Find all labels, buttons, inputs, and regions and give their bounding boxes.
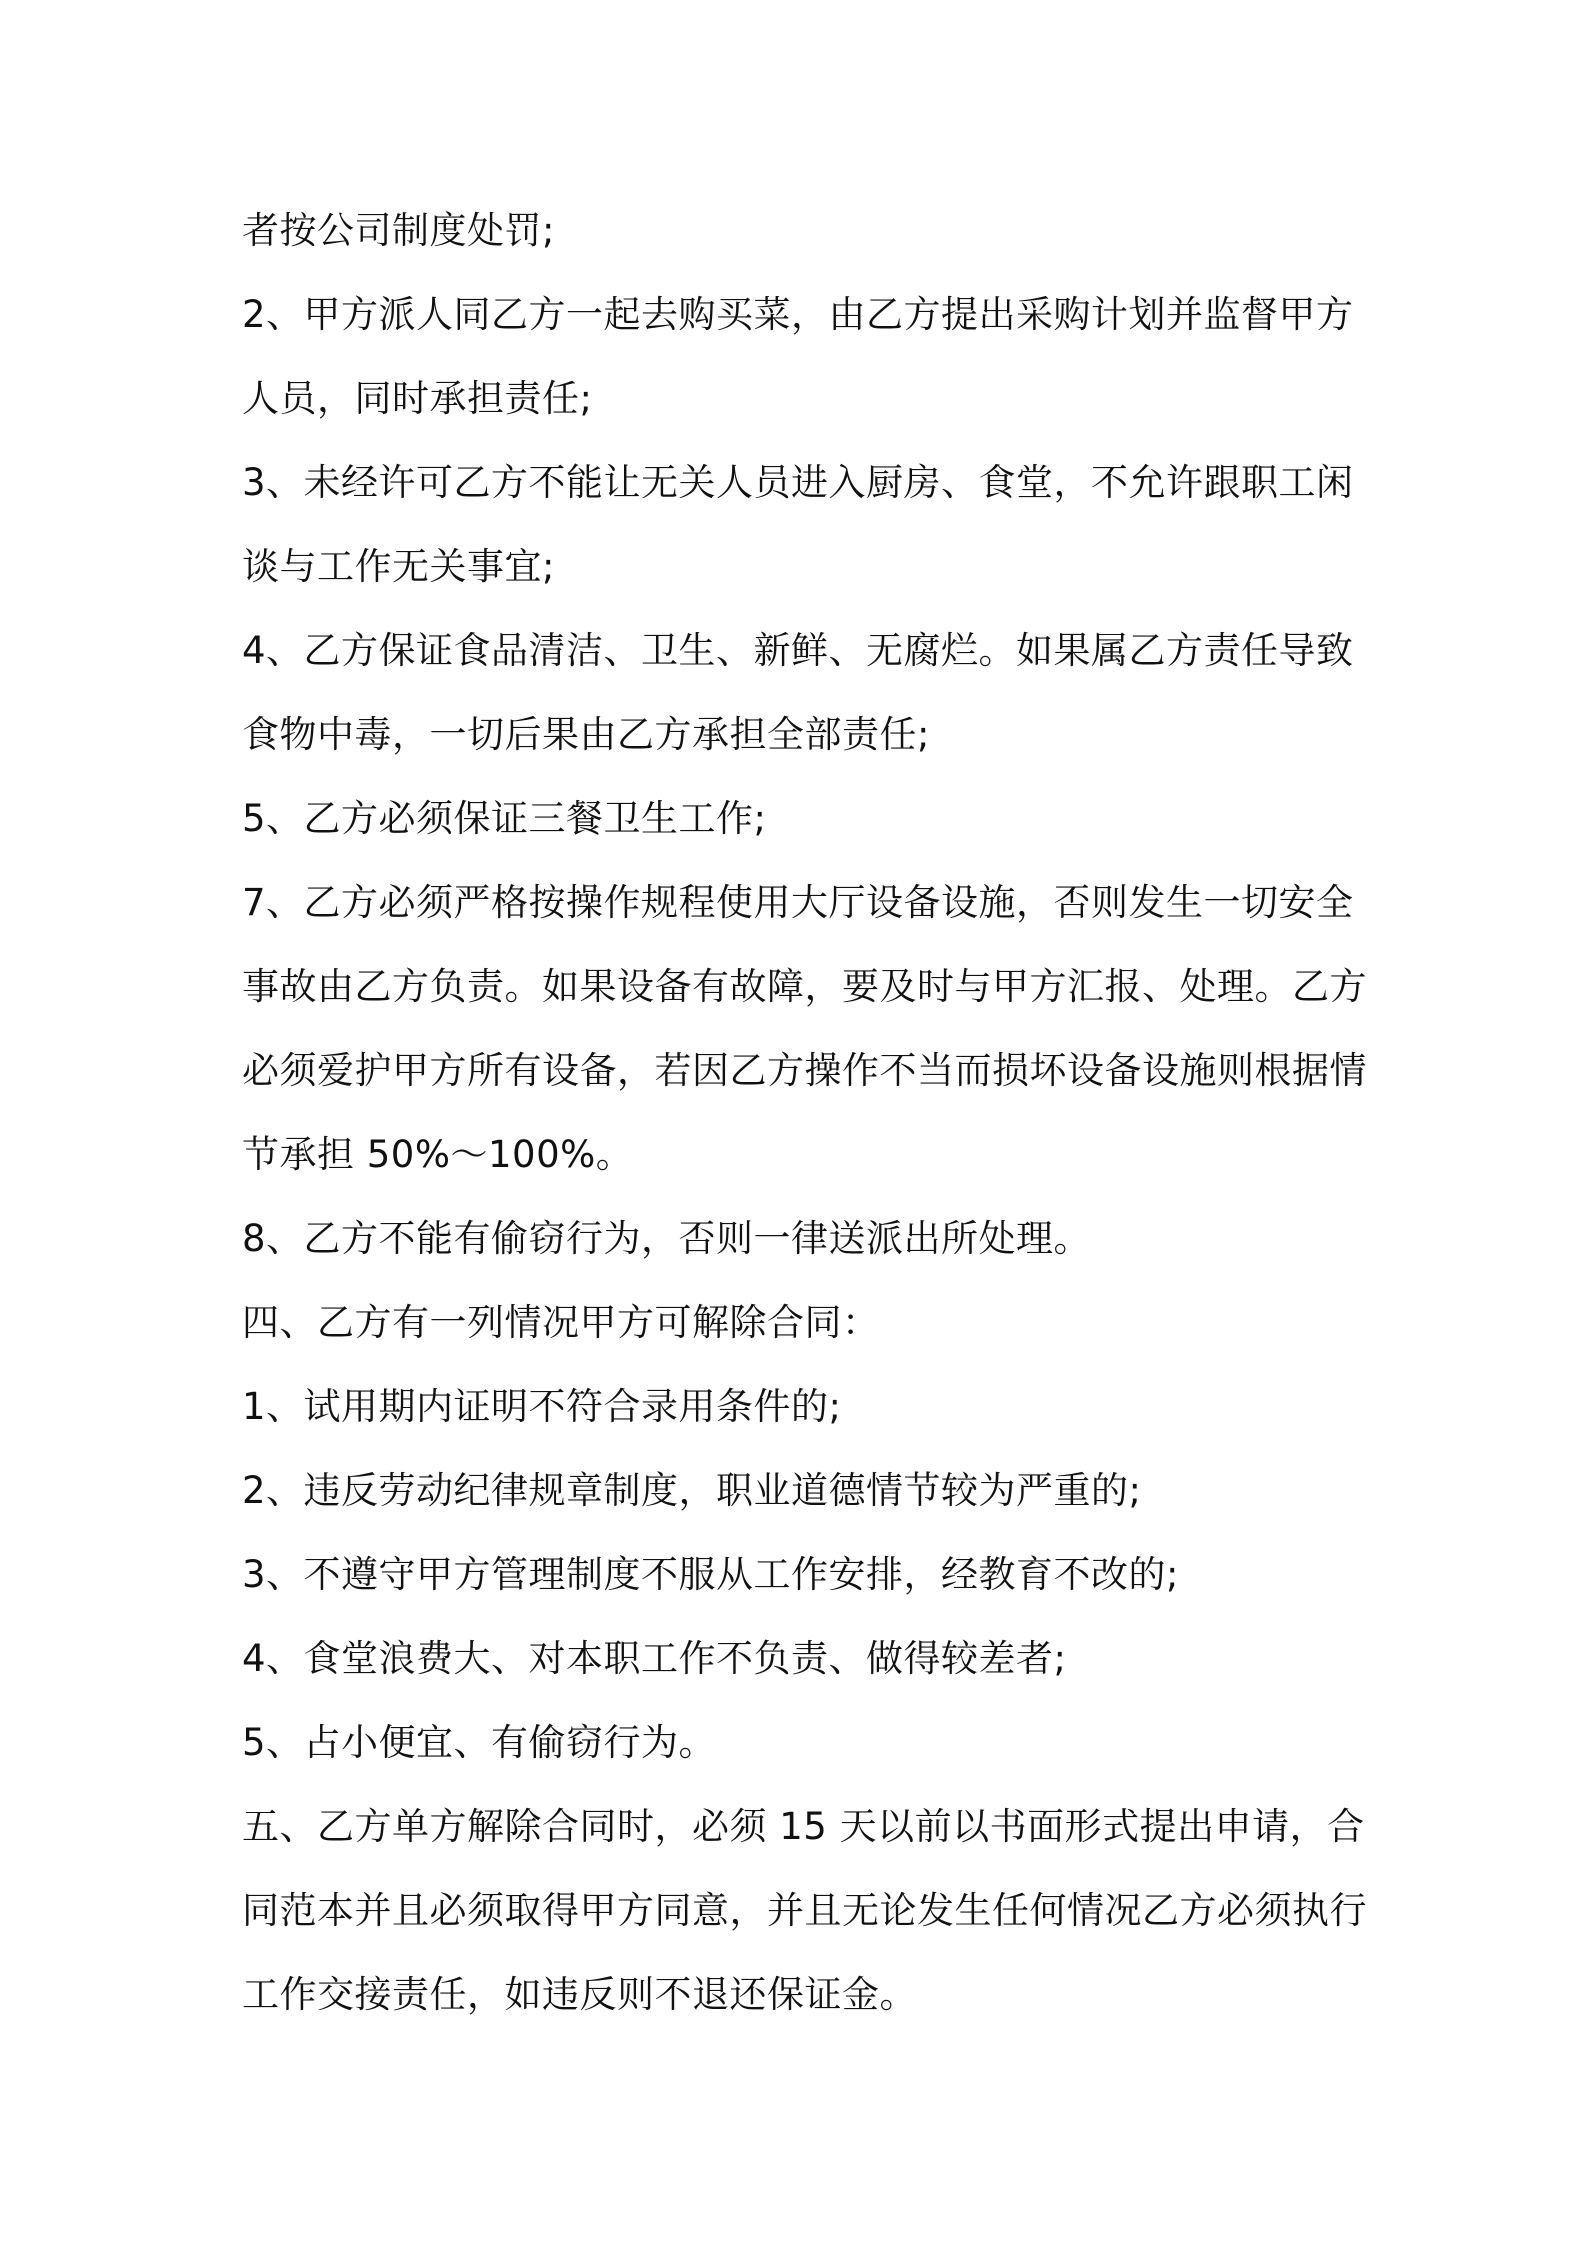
text-line: 5、乙方必须保证三餐卫生工作;: [242, 797, 767, 840]
text-line: 4、食堂浪费大、对本职工作不负责、做得较差者;: [242, 1637, 1067, 1680]
text-line: 节承担 50%～100%。: [242, 1133, 634, 1176]
text-line: 食物中毒，一切后果由乙方承担全部责任;: [242, 713, 930, 756]
text-line: 人员，同时承担责任;: [242, 377, 593, 420]
text-line: 5、占小便宜、有偷窃行为。: [242, 1721, 717, 1764]
text-line: 7、乙方必须严格按操作规程使用大厅设备设施，否则发生一切安全: [242, 881, 1354, 924]
text-line: 8、乙方不能有偷窃行为，否则一律送派出所处理。: [242, 1217, 1092, 1260]
document-body: [242, 198, 1367, 2046]
text-line: 工作交接责任，如违反则不退还保证金。: [242, 1973, 917, 2016]
text-line: 1、试用期内证明不符合录用条件的;: [242, 1385, 842, 1428]
text-line: 谈与工作无关事宜;: [242, 545, 555, 588]
text-line: 同范本并且必须取得甲方同意，并且无论发生任何情况乙方必须执行: [242, 1889, 1367, 1932]
section-heading: 五、乙方单方解除合同时，必须 15 天以前以书面形式提出申请，合: [242, 1805, 1365, 1848]
text-line: 2、甲方派人同乙方一起去购买菜，由乙方提出采购计划并监督甲方: [242, 293, 1354, 336]
text-line: 3、不遵守甲方管理制度不服从工作安排，经教育不改的;: [242, 1553, 1180, 1596]
section-heading: 四、乙方有一列情况甲方可解除合同：: [242, 1301, 880, 1344]
text-line: 2、违反劳动纪律规章制度，职业道德情节较为严重的;: [242, 1469, 1142, 1512]
text-line: 者按公司制度处罚;: [242, 209, 555, 252]
text-line: 3、未经许可乙方不能让无关人员进入厨房、食堂，不允许跟职工闲: [242, 461, 1354, 504]
text-line: 4、乙方保证食品清洁、卫生、新鲜、无腐烂。如果属乙方责任导致: [242, 629, 1354, 672]
text-line: 必须爱护甲方所有设备，若因乙方操作不当而损坏设备设施则根据情: [242, 1049, 1367, 1092]
text-line: 事故由乙方负责。如果设备有故障，要及时与甲方汇报、处理。乙方: [242, 965, 1367, 1008]
